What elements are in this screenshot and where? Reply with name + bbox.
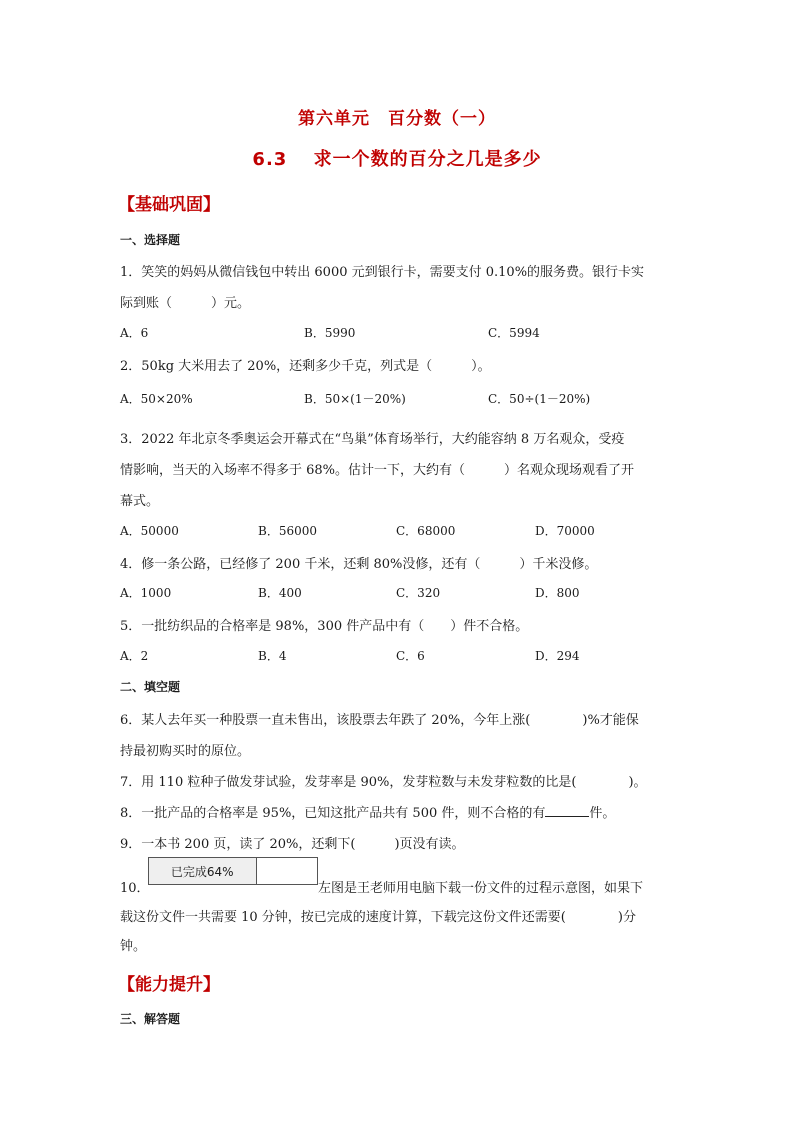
- type-choice: 一、选择题: [120, 233, 181, 247]
- q4-option-a: A．1000: [120, 586, 172, 600]
- q5-line1: 5．一批纺织品的合格率是 98%，300 件产品中有（ ）件不合格。: [120, 619, 529, 634]
- progress-fill: [149, 858, 257, 884]
- q4-option-d: D．800: [535, 586, 580, 600]
- q3-option-c: C．68000: [396, 524, 456, 538]
- q3-option-b: B．56000: [258, 524, 317, 538]
- lesson-title: 6.3 求一个数的百分之几是多少: [252, 149, 542, 170]
- q3-line2: 情影响，当天的入场率不得多于 68%。估计一下，大约有（ ）名观众现场观看了开: [120, 463, 635, 478]
- q4-option-b: B．400: [258, 586, 302, 600]
- download-progress-bar: [148, 857, 318, 885]
- q9-line1: 9．一本书 200 页，读了 20%，还剩下( )页没有读。: [120, 837, 465, 852]
- q2-line1: 2．50kg 大米用去了 20%，还剩多少千克，列式是（ ）。: [120, 359, 491, 374]
- q10-line3: 钟。: [120, 939, 147, 954]
- type-solve: 三、解答题: [120, 1012, 181, 1026]
- q4-option-c: C．320: [396, 586, 441, 600]
- q10-number: 10．: [120, 881, 150, 896]
- q2-option-b: B．50×(1－20%): [304, 392, 406, 406]
- q5-option-c: C．6: [396, 649, 425, 663]
- q8-line1: [120, 802, 615, 821]
- q3-option-d: D．70000: [535, 524, 595, 538]
- type-fill: 二、填空题: [120, 680, 181, 694]
- q5-option-d: D．294: [535, 649, 580, 663]
- q4-line1: 4．修一条公路，已经修了 200 千米，还剩 80%没修，还有（ ）千米没修。: [120, 557, 598, 572]
- q8-text-a: 8．一批产品的合格率是 95%，已知这批产品共有 500 件，则不合格的有: [120, 806, 546, 821]
- q5-option-b: B．4: [258, 649, 287, 663]
- q5-option-a: A．2: [120, 649, 149, 663]
- q1-line1: 1．笑笑的妈妈从微信钱包中转出 6000 元到银行卡，需要支付 0.10%的服务费。银行卡实: [120, 265, 645, 280]
- q8-text-b: 件。: [589, 806, 616, 821]
- q2-option-a: A．50×20%: [120, 392, 193, 406]
- q7-line1: 7．用 110 粒种子做发芽试验，发芽率是 90%，发芽粒数与未发芽粒数的比是( )。: [120, 775, 647, 790]
- q6-line1: 6．某人去年买一种股票一直未售出，该股票去年跌了 20%，今年上涨( )%才能保: [120, 713, 639, 728]
- section-basic: 【基础巩固】: [118, 195, 220, 215]
- q3-line3: 幕式。: [120, 494, 160, 509]
- unit-title: 第六单元 百分数（一）: [298, 109, 496, 129]
- q1-option-c: C．5994: [488, 326, 540, 340]
- q10-line1: 左图是王老师用电脑下载一份文件的过程示意图，如果下: [318, 881, 644, 896]
- q2-option-c: C．50÷(1－20%): [488, 392, 591, 406]
- q3-line1: 3．2022 年北京冬季奥运会开幕式在“鸟巢”体育场举行，大约能容纳 8 万名观众，受疫: [120, 432, 625, 447]
- progress-label: 已完成64%: [170, 864, 234, 879]
- q6-line2: 持最初购买时的原位。: [120, 744, 251, 759]
- q8-answer-blank[interactable]: [545, 804, 589, 817]
- q1-line2: 际到账（ ）元。: [120, 296, 251, 311]
- section-advanced: 【能力提升】: [118, 975, 220, 995]
- q3-option-a: A．50000: [120, 524, 179, 538]
- q10-line2: 载这份文件一共需要 10 分钟，按已完成的速度计算，下载完这份文件还需要( )分: [120, 910, 636, 925]
- q1-option-a: A．6: [120, 326, 149, 340]
- q1-option-b: B．5990: [304, 326, 356, 340]
